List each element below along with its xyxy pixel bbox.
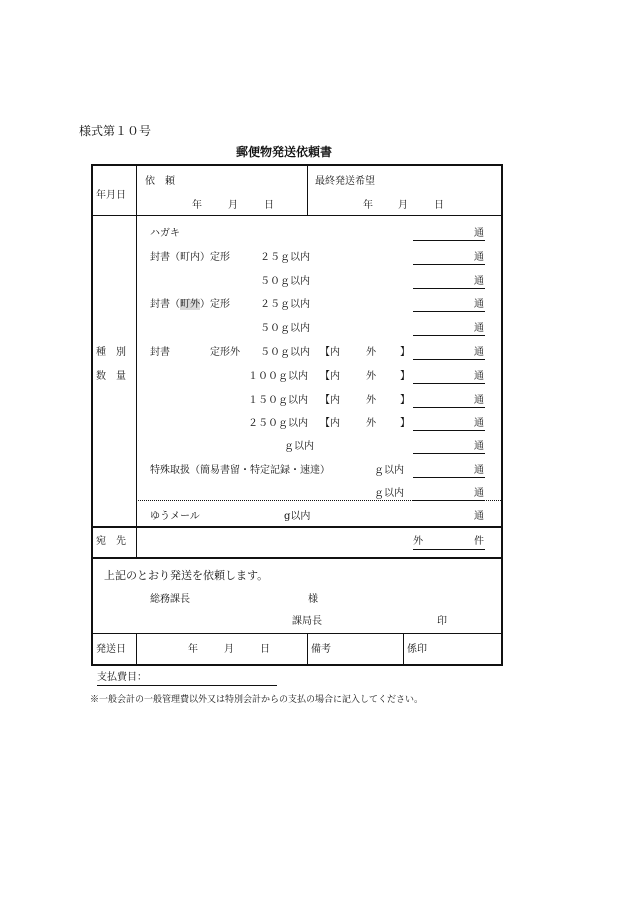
weight-chogai-25: ２５ｇ以内 [260,299,310,310]
bracket-open-50: 【内 [320,347,340,358]
seal-mark: 印 [437,616,447,627]
qty-blank-teikeigai-250[interactable] [413,430,485,431]
weight-yu-mail: g以内 [284,511,311,522]
bracket-close-250: 】 [400,418,410,429]
unit-teikeigai-250: 通 [474,418,484,429]
bracket-close-150: 】 [400,395,410,406]
unit-teikeigai-50: 通 [474,347,484,358]
sent-month: 月 [224,644,234,655]
item-yu-mail: ゆうメール [150,511,200,522]
bracket-mid-100: 外 [366,371,376,382]
quantity-label: 数 量 [96,371,126,382]
date-label: 年月日 [96,190,126,201]
bracket-close-100: 】 [400,371,410,382]
fusho-chogai-town: 町外 [180,299,200,310]
unit-yu-mail: 通 [474,511,484,522]
qty-blank-chogai-50[interactable] [413,335,485,336]
remarks-label: 備考 [311,644,331,655]
teikeigai-sub: 定形外 [210,347,240,358]
fusho-chonai-suffix: ）定形 [200,252,230,263]
qty-blank-teikeigai-150[interactable] [413,407,485,408]
fusho-chonai-prefix: 封書（ [150,252,180,263]
deadline-label: 最終発送希望 [315,176,375,187]
qty-blank-teikeigai-100[interactable] [413,383,485,384]
from-title: 課局長 [292,616,322,627]
header-middle-divider [307,164,308,215]
unit-chogai-25: 通 [474,299,484,310]
qty-blank-teikeigai-50[interactable] [413,359,485,360]
qty-blank-special-2[interactable] [413,500,485,501]
row-divider-footer [91,633,503,634]
weight-chogai-50: ５０ｇ以内 [260,323,310,334]
deadline-year: 年 [363,200,373,211]
qty-blank-hagaki[interactable] [413,240,485,241]
honorific: 様 [308,594,318,605]
address-column-divider [136,526,137,557]
request-year: 年 [192,200,202,211]
weight-chonai-50: ５０ｇ以内 [260,276,310,287]
payment-item-label: 支払費目： [97,672,147,683]
footer-right-divider [403,633,404,666]
bracket-open-100: 【内 [320,371,340,382]
unit-chonai-50: 通 [474,276,484,287]
qty-blank-teikeigai-other[interactable] [413,453,485,454]
item-fusho-chogai [150,300,230,310]
weight-teikeigai-250: ２５０ｇ以内 [248,418,308,429]
deadline-month: 月 [398,200,408,211]
item-hagaki: ハガキ [150,228,180,239]
request-statement: 上記のとおり発送を依頼します。 [104,569,269,582]
item-fusho-chonai [150,253,230,263]
deadline-day: 日 [434,200,444,211]
request-day: 日 [264,200,274,211]
fusho-chogai-suffix: ）定形 [200,299,230,310]
form-title: 郵便物発送依頼書 [236,145,333,159]
weight-teikeigai-150: １５０ｇ以内 [248,395,308,406]
weight-teikeigai-50: ５０ｇ以内 [260,347,310,358]
label-column-divider [136,164,137,528]
form-number: 様式第１０号 [79,124,152,138]
unit-special-1: 通 [474,465,484,476]
footer-label-divider [136,633,137,666]
item-special-handling: 特殊取扱（簡易書留・特定記録・速達） [150,465,330,476]
fusho-chogai-prefix: 封書（ [150,299,180,310]
weight-chonai-25: ２５ｇ以内 [260,252,310,263]
weight-teikeigai-blank: ｇ以内 [284,441,314,452]
bracket-open-150: 【内 [320,395,340,406]
address-outside: 外 [413,536,423,547]
bracket-mid-250: 外 [366,418,376,429]
sent-date-label: 発送日 [96,644,126,655]
qty-blank-special-1[interactable] [413,477,485,478]
unit-chogai-50: 通 [474,323,484,334]
qty-blank-chonai-50[interactable] [413,288,485,289]
sent-year: 年 [188,644,198,655]
qty-blank-chonai-25[interactable] [413,264,485,265]
weight-special-2: ｇ以内 [374,488,404,499]
type-label: 種 別 [96,347,126,358]
weight-special-1: ｇ以内 [374,465,404,476]
unit-teikeigai-100: 通 [474,371,484,382]
bracket-close-50: 】 [400,347,410,358]
payment-item-blank[interactable] [97,685,277,686]
request-month: 月 [228,200,238,211]
weight-teikeigai-100: １００ｇ以内 [248,371,308,382]
row-divider-address-top [91,526,503,528]
unit-hagaki: 通 [474,228,484,239]
address-count-blank[interactable] [413,549,485,550]
sent-day: 日 [260,644,270,655]
row-divider-header [91,215,503,216]
unit-teikeigai-150: 通 [474,395,484,406]
to-title: 総務課長 [150,594,190,605]
bracket-mid-50: 外 [366,347,376,358]
fusho-chonai-town: 町内 [180,252,200,263]
address-count-unit: 件 [474,536,484,547]
qty-blank-chogai-25[interactable] [413,311,485,312]
address-label: 宛 先 [96,536,126,547]
item-fusho-teikeigai: 封書 [150,347,170,358]
footer-middle-divider [307,633,308,666]
bracket-open-250: 【内 [320,418,340,429]
request-label: 依 頼 [145,176,175,187]
unit-teikeigai-other: 通 [474,441,484,452]
unit-special-2: 通 [474,488,484,499]
footnote: ※一般会計の一般管理費以外又は特別会計からの支払の場合に記入してください。 [90,695,424,705]
row-divider-address-bottom [91,557,503,559]
bracket-mid-150: 外 [366,395,376,406]
clerk-seal-label: 係印 [407,644,427,655]
unit-chonai-25: 通 [474,252,484,263]
